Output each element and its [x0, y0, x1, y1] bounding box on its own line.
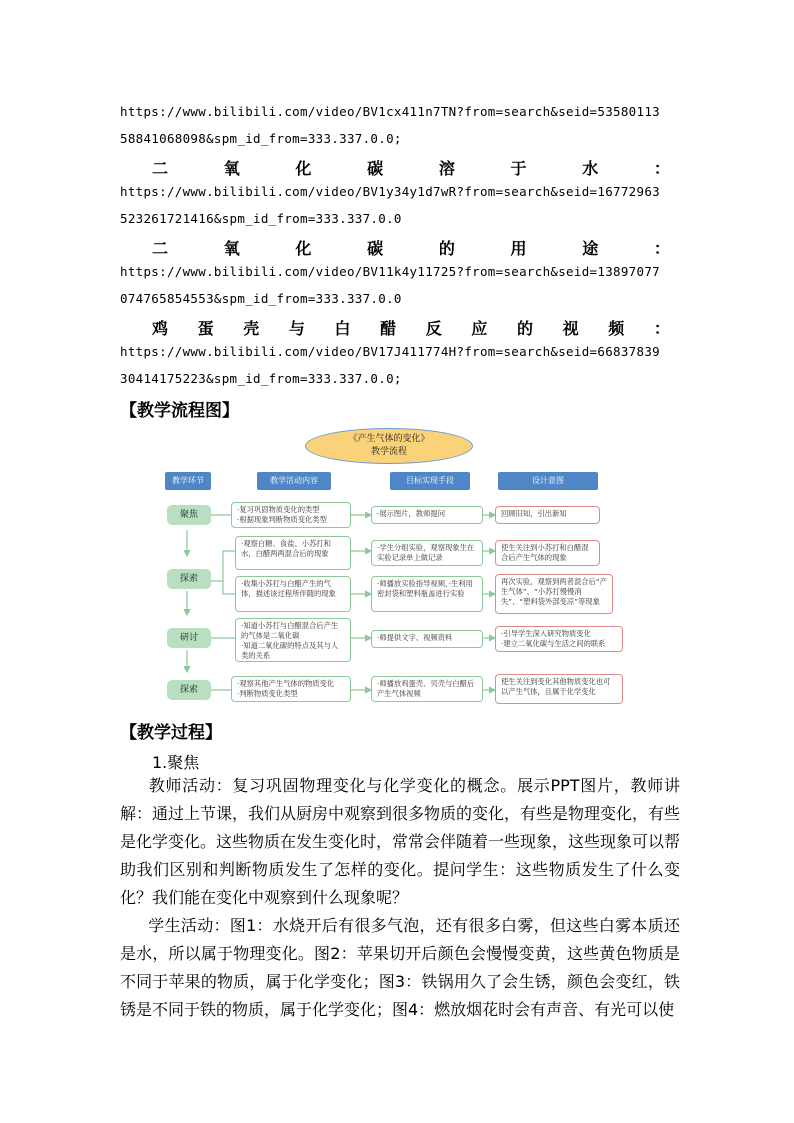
title-char: ：: [653, 319, 670, 338]
header-activity: 教学活动内容: [257, 472, 331, 490]
url-line[interactable]: 523261721416&spm_id_from=333.337.0.0: [120, 211, 402, 226]
title-char: 碳: [367, 239, 384, 258]
paragraph-teacher: [120, 772, 680, 912]
paragraph-teacher-text: 教师活动：复习巩固物理变化与化学变化的概念。展示PPT图片，教师讲解：通过上节课，我们从厨房中观察到很多物质的变化，有些是物理变化，有些是化学变化。这些物质在发生变化时，常常会伴随着一些现象，这些现象可以帮助我们区别和判断物质发生了怎样的变化。提问学生：这些物质发生了什么变化？我们能在变化中观察到什么现象呢？: [120, 776, 681, 907]
title-char: 二: [152, 239, 169, 258]
title-char: 氧: [223, 239, 240, 258]
title-char: 化: [295, 239, 312, 258]
title-char: 视: [562, 319, 579, 338]
flowchart-title-line2: 教学流程: [370, 447, 407, 457]
flowchart-title-line1: 《产生气体的变化》: [348, 434, 430, 444]
title-char: ：: [653, 159, 670, 178]
title-char: 蛋: [197, 319, 214, 338]
activity-box: ·观察其他产生气体的物质变化 ·判断物质变化类型: [231, 676, 351, 702]
title-char: 途: [582, 239, 599, 258]
title-char: 的: [438, 239, 455, 258]
title-char: 与: [288, 319, 305, 338]
paragraph-student-text: 学生活动：图1：水烧开后有很多气泡，还有很多白雾，但这些白雾本质还是水，所以属于物理变化。图2：苹果切开后颜色会慢慢变黄，这些黄色物质是不同于苹果的物质，属于化学变化；图3：铁锅用久了会生锈，颜色会变红，铁锈是不同于铁的物质，属于化学变化；图4：燃放烟花时会有声音、有光可以使: [120, 916, 680, 1019]
title-char: 二: [152, 159, 169, 178]
header-intent: 设计意图: [498, 472, 598, 490]
stage-explore: 探索: [167, 569, 211, 589]
flowchart-heading: 【教学流程图】: [120, 401, 239, 421]
url-line[interactable]: 074765854553&spm_id_from=333.337.0.0: [120, 291, 402, 306]
resource-title: [152, 316, 670, 339]
title-char: 用: [510, 239, 527, 258]
title-char: 于: [510, 159, 527, 178]
process-heading: 【教学过程】: [120, 723, 222, 743]
title-char: 壳: [243, 319, 260, 338]
title-char: ：: [653, 239, 670, 258]
title-char: 反: [425, 319, 442, 338]
title-char: 氧: [223, 159, 240, 178]
intent-box: 使生关注到变化其他物质变化也可以产生气体，且属于化学变化: [495, 674, 623, 704]
title-char: 频: [608, 319, 625, 338]
intent-box: 使生关注到小苏打和白醋混合后产生气体的现象: [495, 540, 600, 566]
means-box: ·学生分组实验，观察现象生在实验记录单上做记录: [371, 540, 483, 566]
resource-title: [152, 236, 670, 259]
paragraph-student: [120, 912, 680, 1024]
activity-box: ·复习巩固物质变化的类型 ·根据现象判断物质变化类型: [231, 502, 351, 528]
activity-box: ·收集小苏打与白醋产生的气体，描述该过程所伴随的现象: [235, 576, 351, 612]
intent-box: 再次实验，观察到两者混合后“产生气体”、“小苏打慢慢消失”、“塑料袋外部变凉”等现象: [495, 574, 613, 614]
title-char: 溶: [438, 159, 455, 178]
activity-box: ·知道小苏打与白醋混合后产生的气体是二氧化碳 ·知道二氧化碳的特点及其与人类的关系: [235, 618, 351, 662]
title-char: 碳: [367, 159, 384, 178]
intent-box: 回顾旧知，引出新知: [495, 506, 600, 524]
url-line[interactable]: 30414175223&spm_id_from=333.337.0.0;: [120, 371, 402, 386]
means-box: ·师播放鸡蛋壳、贝壳与白醋后产生气体视频: [371, 676, 483, 702]
flowchart-title: [305, 428, 473, 464]
title-char: 化: [295, 159, 312, 178]
title-char: 醋: [380, 319, 397, 338]
url-line[interactable]: https://www.bilibili.com/video/BV17J411774H?from=search&seid=66837839: [120, 344, 660, 359]
resource-title: [152, 156, 670, 179]
header-stage: 教学环节: [165, 472, 211, 490]
stage-explore-2: 探索: [167, 680, 211, 700]
activity-box: ·观察白糖、食盐、小苏打和水，白醋两两混合后的现象: [235, 536, 351, 570]
stage-discuss: 研讨: [167, 628, 211, 648]
intent-box: ·引导学生深入研究物质变化 ·建立二氧化碳与生活之间的联系: [495, 626, 623, 652]
url-line[interactable]: https://www.bilibili.com/video/BV1y34y1d7wR?from=search&seid=16772963: [120, 184, 660, 199]
url-line[interactable]: 58841068098&spm_id_from=333.337.0.0;: [120, 131, 402, 146]
url-line[interactable]: https://www.bilibili.com/video/BV11k4y11725?from=search&seid=13897077: [120, 264, 660, 279]
title-char: 鸡: [152, 319, 169, 338]
section-title: 1.聚焦: [152, 753, 200, 772]
means-box: ·师提供文字、视频资料: [371, 630, 483, 648]
stage-focus: 聚焦: [167, 505, 211, 525]
title-char: 水: [582, 159, 599, 178]
title-char: 的: [517, 319, 534, 338]
title-char: 应: [471, 319, 488, 338]
url-line[interactable]: https://www.bilibili.com/video/BV1cx411n7TN?from=search&seid=53580113: [120, 104, 660, 119]
teaching-flowchart: [165, 428, 630, 708]
header-means: 目标实现手段: [390, 472, 470, 490]
title-char: 白: [334, 319, 351, 338]
means-box: ·展示图片，教师提问: [371, 506, 483, 524]
means-box: ·师播放实验指导视频，·生利用密封袋和塑料瓶盖进行实验: [371, 576, 483, 612]
